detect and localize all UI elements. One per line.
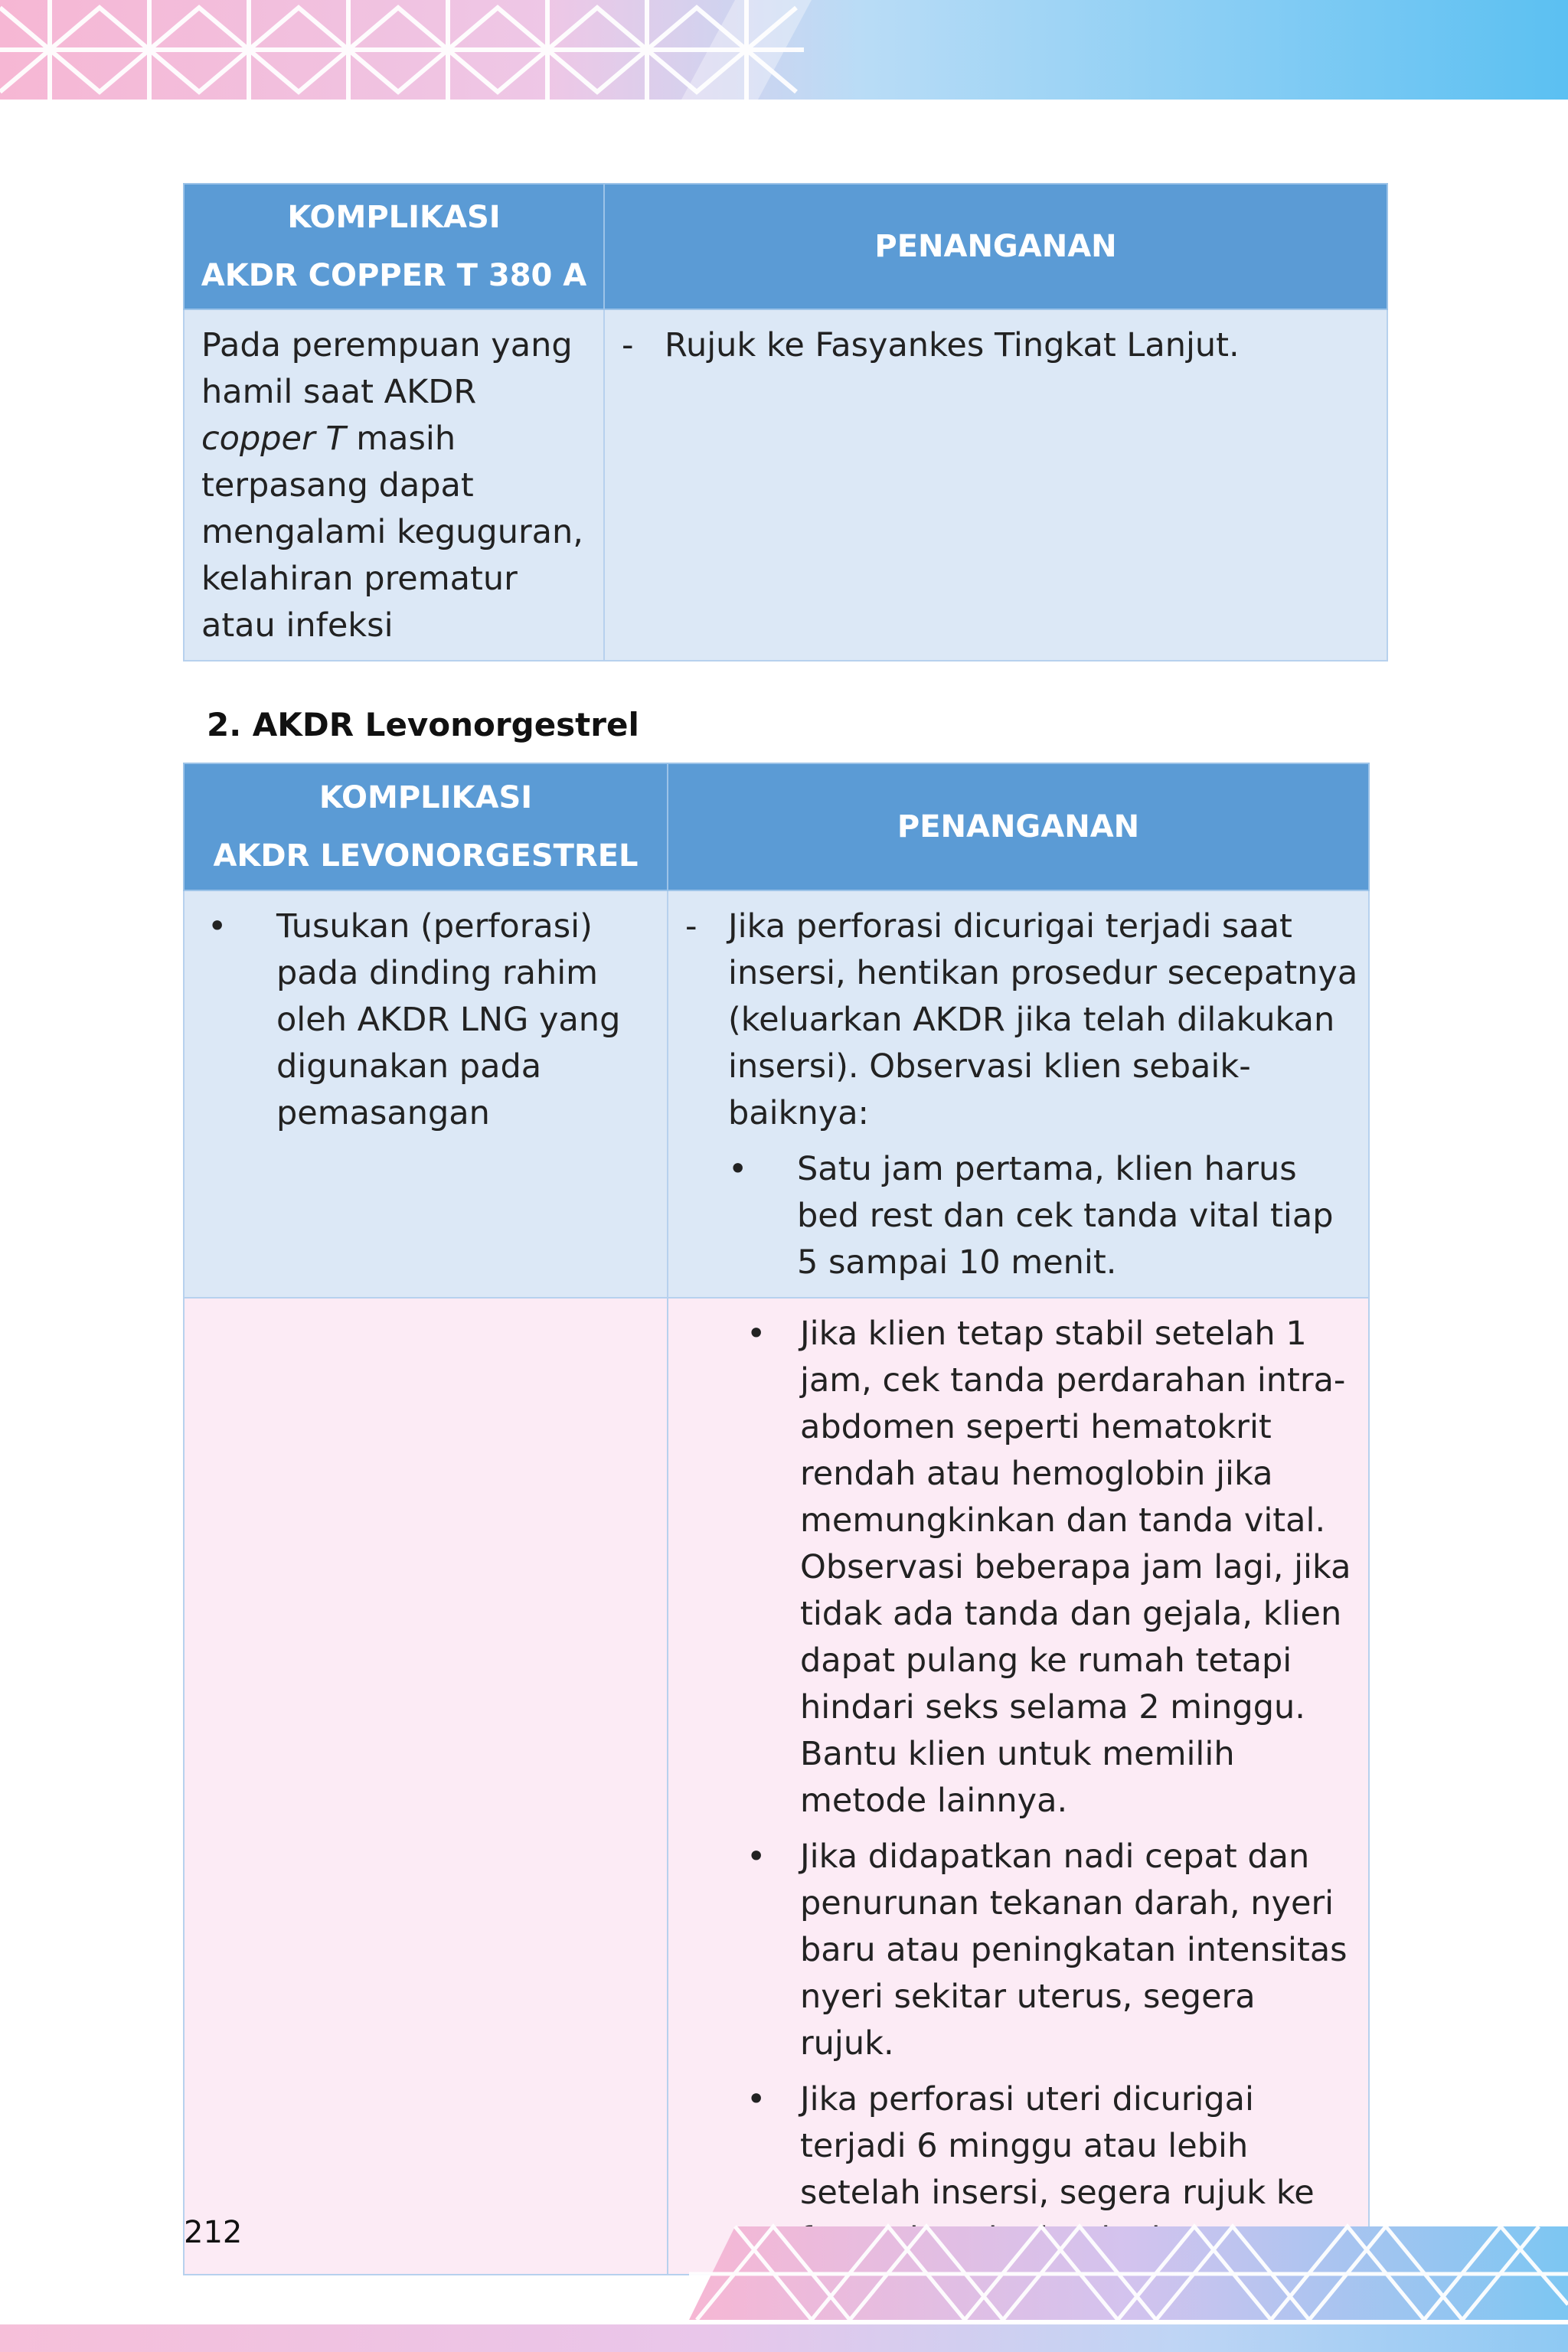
handling-bullet: Jika perforasi uteri dicurigai terjadi 6 minggu atau lebih setelah insersi, segera rujuk ke [800, 2080, 1315, 2212]
complication-cell-empty [184, 1298, 668, 2275]
bullet-marker: • [746, 1838, 766, 1876]
dash-marker: - [685, 907, 697, 946]
section-heading: 2. AKDR Levonorgestrel [207, 706, 639, 743]
complication-text: Tusukan (perforasi) pada dinding rahim oleh AKDR LNG yang digunakan pada pemasangan [276, 907, 621, 1132]
table-row [184, 890, 1369, 1298]
table-row [184, 1298, 1369, 2275]
table-row [184, 309, 1387, 661]
top-banner-decoration [0, 0, 1568, 100]
complication-cell [184, 890, 668, 1298]
page-number: 212 [184, 2215, 243, 2250]
dash-marker: - [622, 326, 634, 364]
handling-bullet: Jika didapatkan nadi cepat dan penurunan tekanan darah, nyeri baru atau peningkatan intensitas nyeri sekitar uterus, segera rujuk. [800, 1838, 1348, 2063]
handling-cell [668, 890, 1369, 1298]
header-penanganan: PENANGANAN [668, 763, 1369, 890]
complication-cell: Pada perempuan yang hamil saat AKDR copper T masih terpasang dapat mengalami keguguran, kelahiran prematur atau infeksi [184, 309, 604, 661]
handling-bullet: Jika klien tetap stabil setelah 1 jam, cek tanda perdarahan intra-abdomen seperti hematokrit rendah atau hemoglobin jika memungkinkan dan tanda vital. Observasi beberapa jam lagi, jika tidak ada tanda dan gejala, klien dapat pulang ke rumah tetapi hindari seks selama 2 minggu. Bantu klien untuk memilih metode lainnya. [800, 1315, 1351, 1820]
complication-table-levonorgestrel [183, 763, 1370, 2275]
bullet-marker: • [746, 1315, 766, 1353]
handling-text: Rujuk ke Fasyankes Tingkat Lanjut. [665, 326, 1240, 364]
bullet-marker: • [746, 2080, 766, 2118]
handling-cell [668, 1298, 1369, 2275]
bottom-strip-decoration [0, 2324, 1568, 2352]
bullet-marker: • [728, 1150, 748, 1188]
handling-bullet: Satu jam pertama, klien harus bed rest dan cek tanda vital tiap 5 sampai 10 menit. [797, 1150, 1334, 1282]
header-komplikasi-line1: KOMPLIKASI [287, 200, 501, 235]
header-komplikasi [184, 763, 668, 890]
header-komplikasi-line2: AKDR COPPER T 380 A [201, 258, 587, 293]
bullet-marker: • [207, 907, 227, 946]
handling-intro: Jika perforasi dicurigai terjadi saat insersi, hentikan prosedur secepatnya (keluarkan AKDR jika telah dilakukan insersi). Observasi klien sebaik-baiknya: [728, 907, 1358, 1132]
table-header-row [184, 184, 1387, 309]
complication-table-copper-t [183, 183, 1388, 662]
header-komplikasi-line2: AKDR LEVONORGESTREL [213, 838, 639, 874]
handling-cell [604, 309, 1387, 661]
table-header-row [184, 763, 1369, 890]
header-penanganan: PENANGANAN [604, 184, 1387, 309]
header-komplikasi-line1: KOMPLIKASI [318, 780, 533, 815]
header-komplikasi [184, 184, 604, 309]
